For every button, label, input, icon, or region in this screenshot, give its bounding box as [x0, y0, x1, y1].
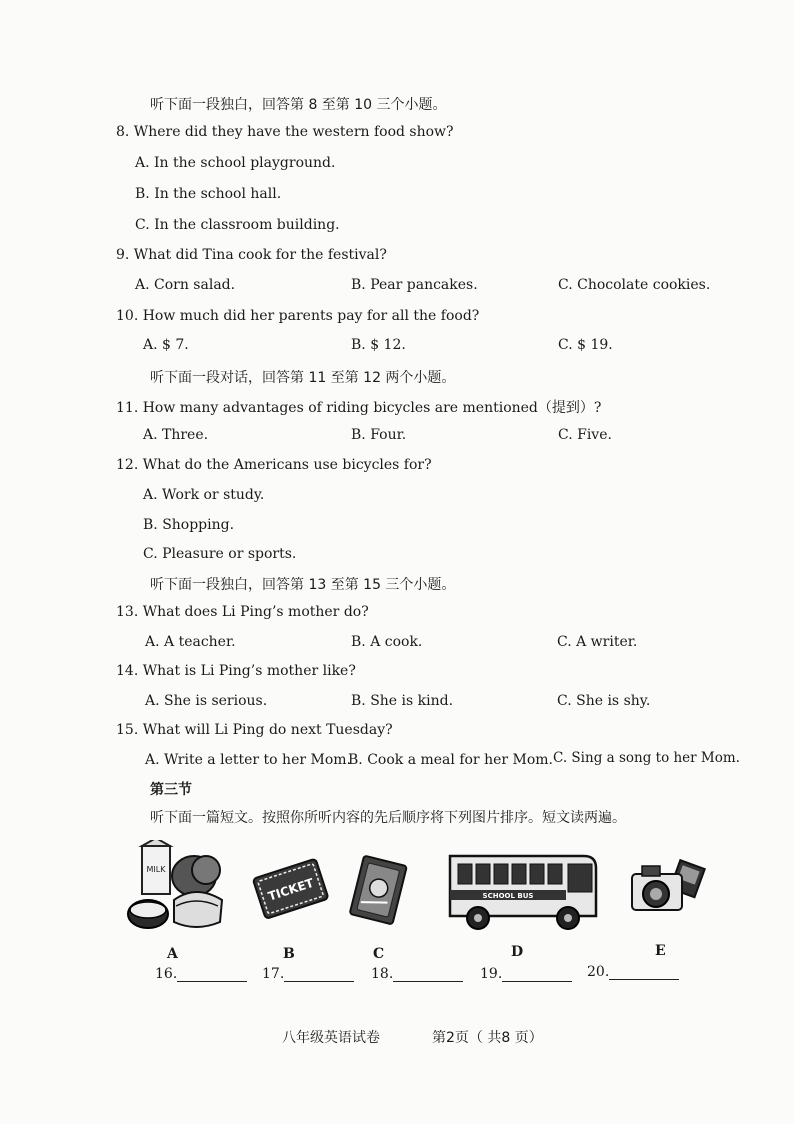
camera-picture [626, 852, 706, 926]
question-15: 15. What will Li Ping do next Tuesday? [116, 722, 393, 738]
q12-option-b: B. Shopping. [143, 517, 235, 533]
picture-a-label: A [167, 946, 178, 962]
q13-option-c: C. A writer. [557, 634, 638, 650]
picture-d-label: D [511, 944, 524, 960]
q15-option-b: B. Cook a meal for her Mom. [348, 752, 554, 768]
question-13: 13. What does Li Ping’s mother do? [116, 604, 369, 620]
milk-label: MILK [146, 865, 166, 874]
question-14: 14. What is Li Ping’s mother like? [116, 663, 356, 679]
footer-page-number: 第2页（ 共8 页） [432, 1030, 543, 1046]
school-bus-picture [444, 850, 602, 934]
footer-exam-title: 八年级英语试卷 [282, 1030, 380, 1046]
q10-option-a: A. $ 7. [143, 337, 189, 353]
answer-blank-18[interactable]: 18. [371, 966, 463, 982]
answer-blank-20[interactable]: 20. [587, 964, 679, 980]
food-picture [124, 840, 234, 936]
question-9: 9. What did Tina cook for the festival? [116, 247, 387, 263]
q8-option-c: C. In the classroom building. [135, 217, 340, 233]
instruction-8-10: 听下面一段独白，回答第 8 至第 10 三个小题。 [150, 97, 447, 113]
question-8: 8. Where did they have the western food show? [116, 124, 454, 140]
instruction-11-12: 听下面一段对话，回答第 11 至第 12 两个小题。 [150, 370, 456, 386]
q11-option-c: C. Five. [558, 427, 612, 443]
q10-option-c: C. $ 19. [558, 337, 613, 353]
answer-blank-17[interactable]: 17. [262, 966, 354, 982]
question-12: 12. What do the Americans use bicycles for? [116, 457, 432, 473]
q15-option-c: C. Sing a song to her Mom. [553, 750, 740, 766]
q13-option-a: A. A teacher. [145, 634, 236, 650]
q12-option-c: C. Pleasure or sports. [143, 546, 297, 562]
q9-option-b: B. Pear pancakes. [351, 277, 478, 293]
q13-option-b: B. A cook. [351, 634, 423, 650]
q14-option-b: B. She is kind. [351, 693, 454, 709]
q9-option-c: C. Chocolate cookies. [558, 277, 711, 293]
section-3-heading: 第三节 [150, 782, 192, 798]
answer-blank-16[interactable]: 16. [155, 966, 247, 982]
picture-c-label: C [373, 946, 385, 962]
q8-option-b: B. In the school hall. [135, 186, 282, 202]
school-bus-text: SCHOOL BUS [482, 892, 534, 900]
answer-blank-19[interactable]: 19. [480, 966, 572, 982]
q14-option-a: A. She is serious. [145, 693, 268, 709]
instruction-16-20: 听下面一篇短文。按照你所听内容的先后顺序将下列图片排序。短文读两遍。 [150, 810, 626, 826]
question-10: 10. How much did her parents pay for all the food? [116, 308, 480, 324]
ticket-text: TICKET [266, 875, 316, 904]
notebook-picture [344, 852, 412, 930]
q14-option-c: C. She is shy. [557, 693, 651, 709]
ticket-picture [250, 854, 330, 926]
q15-option-a: A. Write a letter to her Mom. [145, 752, 351, 768]
picture-b-label: B [283, 946, 295, 962]
picture-e-label: E [655, 943, 666, 959]
q9-option-a: A. Corn salad. [135, 277, 236, 293]
instruction-13-15: 听下面一段独白，回答第 13 至第 15 三个小题。 [150, 577, 456, 593]
q11-option-a: A. Three. [143, 427, 209, 443]
q11-option-b: B. Four. [351, 427, 407, 443]
q10-option-b: B. $ 12. [351, 337, 406, 353]
question-11: 11. How many advantages of riding bicycles are mentioned（提到）? [116, 400, 602, 416]
q12-option-a: A. Work or study. [143, 487, 265, 503]
q8-option-a: A. In the school playground. [135, 155, 336, 171]
